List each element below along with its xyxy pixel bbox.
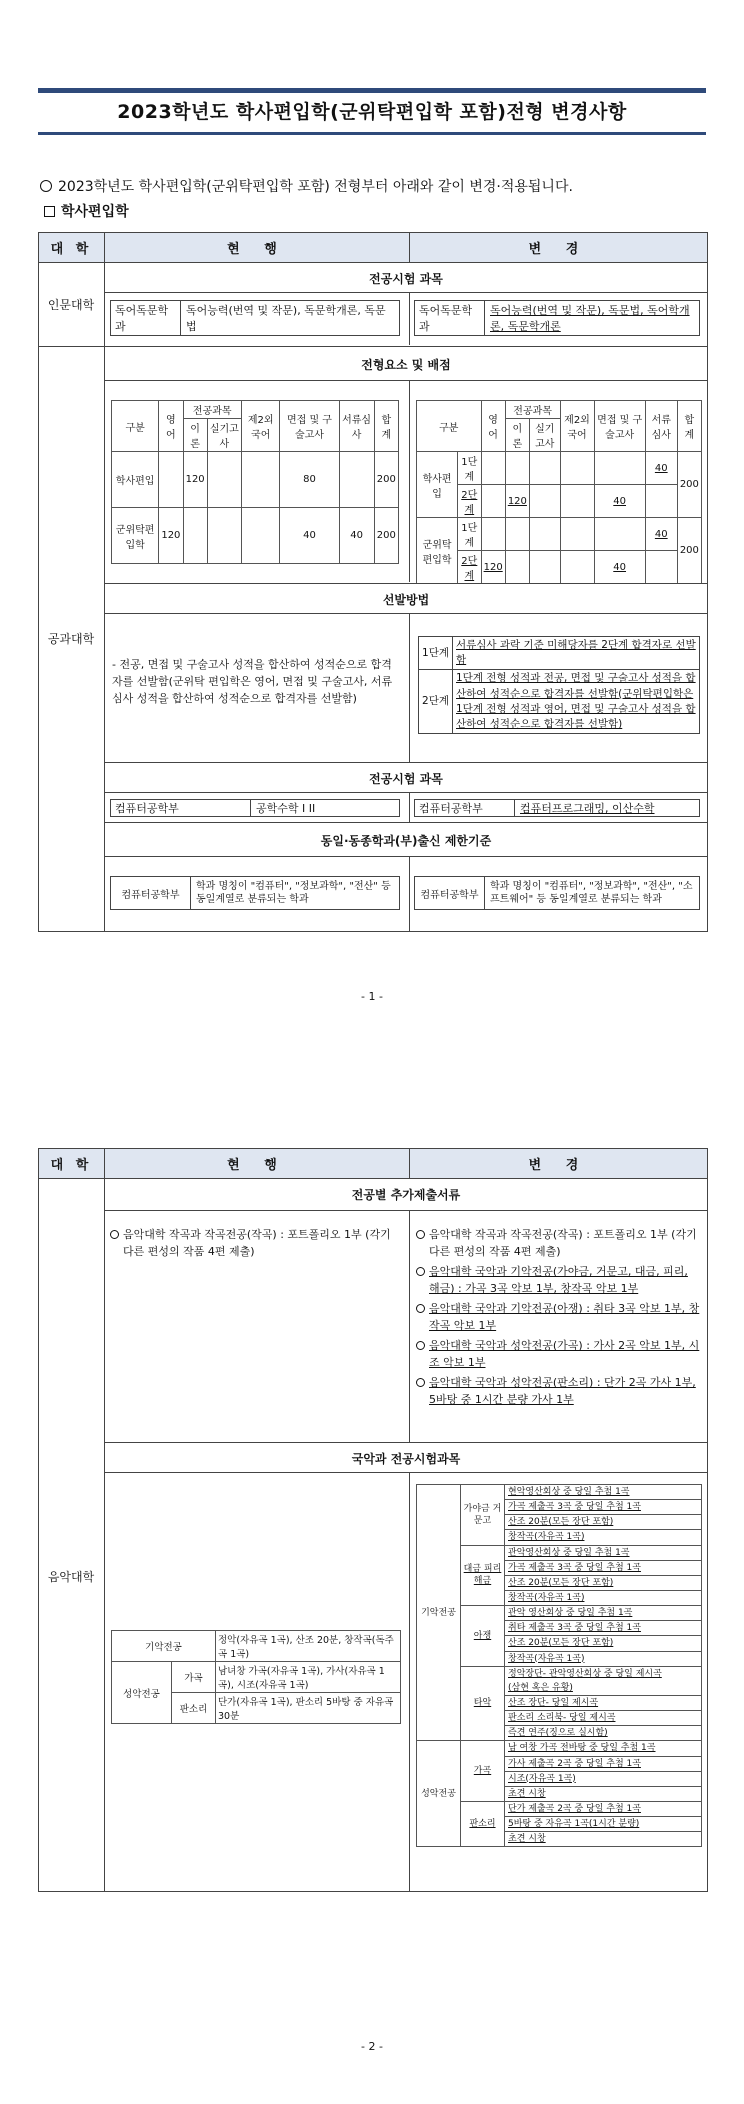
cell xyxy=(159,452,183,508)
intro-line xyxy=(40,176,573,196)
current-music-exam-table xyxy=(111,1630,401,1724)
col-english: 영어 xyxy=(159,401,183,452)
current-exam-box xyxy=(110,799,400,817)
circle-bullet-icon xyxy=(416,1230,425,1239)
row-divider xyxy=(104,762,708,763)
line: 가곡 제출곡 3곡 중 당일 추첨 1곡 xyxy=(505,1500,701,1515)
row-lines xyxy=(505,1666,702,1741)
line: 초견 시창 xyxy=(508,1834,546,1845)
row-divider xyxy=(104,1472,708,1473)
page-number: - 2 - xyxy=(361,2040,383,2053)
circle-bullet-icon xyxy=(416,1378,425,1387)
stage-label: 2단계 xyxy=(458,551,481,584)
row-label: 가곡 xyxy=(461,1741,505,1802)
row-divider xyxy=(104,613,708,614)
row-divider xyxy=(104,380,708,381)
col-docs: 서류심사 xyxy=(339,401,374,452)
college-humanities: 인문대학 xyxy=(47,298,95,312)
dept-label: 컴퓨터공학부 xyxy=(415,800,515,816)
table-header xyxy=(39,1149,707,1179)
row-lines xyxy=(505,1741,702,1802)
cell: 200 xyxy=(677,452,701,518)
subject-text: 공학수학 I II xyxy=(256,802,316,815)
column-divider xyxy=(409,293,410,345)
dept-label: 컴퓨터공학부 xyxy=(111,800,251,816)
change-restrict-box xyxy=(414,876,700,910)
column-divider xyxy=(409,792,410,822)
list-item-text: 음악대학 국악과 기악전공(가야금, 거문고, 대금, 피리, 해금) : 가곡 3곡 악보 1부, 창작곡 악보 1부 xyxy=(429,1265,688,1296)
row-lines xyxy=(505,1801,702,1846)
title-rule-bottom xyxy=(38,132,706,135)
change-ratio-table xyxy=(416,400,702,584)
subject-text: 컴퓨터프로그래밍, 이산수학 xyxy=(520,802,655,815)
title-rule-top xyxy=(38,88,706,93)
header-change: 변 경 xyxy=(528,242,589,257)
change-exam-box xyxy=(414,799,700,817)
line: 산조 20분(모든 장단 포함) xyxy=(505,1576,701,1591)
cell: 40 xyxy=(339,508,374,564)
cell xyxy=(241,452,280,508)
line: 관악 영산회상 중 당일 추첨 1곡 xyxy=(505,1606,701,1621)
row-label: 아쟁 xyxy=(461,1606,505,1667)
table-header xyxy=(39,233,707,263)
list-item-text: 음악대학 국악과 성악전공(판소리) : 단가 2곡 가사 1부, 5바탕 중 1시간 분량 가사 1부 xyxy=(429,1376,696,1407)
stage2-label: 2단계 xyxy=(419,670,453,733)
page-number: - 1 - xyxy=(361,990,383,1003)
intro-text: 2023학년도 학사편입학(군위탁편입학 포함) 전형부터 아래와 같이 변경·적용됩니다. xyxy=(58,179,573,195)
cell xyxy=(207,508,241,564)
cell: 40 xyxy=(594,551,645,584)
line: 단가 제출곡 2곡 중 당일 추첨 1곡 xyxy=(505,1802,701,1817)
row-label: 판소리 xyxy=(461,1801,505,1846)
cell: 200 xyxy=(677,518,701,584)
stage-label: 1단계 xyxy=(458,452,481,485)
header-college: 대 학 xyxy=(39,1149,105,1178)
humanities-section-title: 전공시험 과목 xyxy=(369,272,443,286)
col-docs: 서류심사 xyxy=(645,401,677,452)
humanities-current-box xyxy=(110,300,400,336)
line: 관악영산회상 중 당일 추첨 1곡 xyxy=(505,1546,701,1561)
subjects-text: 독어능력(번역 및 작문), 독문학개론, 독문법 xyxy=(186,304,386,333)
current-restrict-box xyxy=(110,876,400,910)
square-bullet-icon xyxy=(44,206,55,217)
dept-label: 독어독문학과 xyxy=(415,301,485,335)
pansori-text: 단가(자유곡 1곡), 판소리 5바탕 중 자유곡 30분 xyxy=(216,1693,401,1724)
stage1-label: 1단계 xyxy=(419,637,453,669)
college-column-divider xyxy=(104,1178,105,1892)
group-label: 학사편입 xyxy=(417,452,458,518)
current-selection-text: - 전공, 면접 및 구술고사 성적을 합산하여 성적순으로 합격자를 선발함(군위탁 편입학은 영어, 면접 및 구술고사, 서류심사 성적을 합산하여 성적순으로 합격자를 선발함) xyxy=(112,658,393,706)
dept-label: 독어독문학과 xyxy=(111,301,181,335)
inst-text: 정악(자유곡 1곡), 산조 20분, 창작곡(독주곡 1곡) xyxy=(216,1631,401,1662)
row-label: 가야금 거문고 xyxy=(461,1485,505,1546)
stage2-text: 1단계 전형 성적과 전공, 면접 및 구술고사 성적을 합산하여 성적순으로 합격자를 선발함(군위탁편입학은 1단계 전형 성적과 영어, 면접 및 구술고사 성적을 합산하여 성적순으로 합격자를 선발함) xyxy=(456,672,696,731)
change-music-exam-table xyxy=(416,1484,702,1847)
col-lang2: 제2외국어 xyxy=(241,401,280,452)
cell: 40 xyxy=(645,452,677,485)
col-lang2: 제2외국어 xyxy=(560,401,594,452)
gagok-text: 남녀창 가곡(자유곡 1곡), 가사(자유곡 1곡), 시조(자유곡 1곡) xyxy=(216,1662,401,1693)
line: 5바탕 중 자유곡 1곡(1시간 분량) xyxy=(505,1817,701,1832)
header-current: 현 행 xyxy=(105,233,410,262)
stage2-row xyxy=(419,670,699,733)
change-selection-box xyxy=(418,636,700,734)
section-subhead xyxy=(44,201,129,221)
college-engineering: 공과대학 xyxy=(47,632,95,646)
header-current: 현 행 xyxy=(105,1149,410,1178)
vocal-label: 성악전공 xyxy=(112,1662,172,1724)
row-divider xyxy=(104,583,708,584)
change-docs-list xyxy=(416,1226,702,1408)
row-lines xyxy=(505,1606,702,1667)
col-interview: 면접 및 구술고사 xyxy=(280,401,339,452)
cell xyxy=(339,452,374,508)
col-major: 전공과목 xyxy=(183,401,241,419)
col-major: 전공과목 xyxy=(505,401,560,419)
line: (삼현 혹은 유황) xyxy=(505,1681,701,1696)
line: 즉견 연주(징으로 실시함) xyxy=(508,1728,608,1739)
line: 산조 20분(모든 장단 포함) xyxy=(505,1636,701,1651)
cell xyxy=(207,452,241,508)
gagok-label: 가곡 xyxy=(172,1662,216,1693)
ratio-section-title: 전형요소 및 배점 xyxy=(361,358,451,372)
column-divider xyxy=(409,1210,410,1442)
list-item-text: 음악대학 국악과 기악전공(아쟁) : 취타 3곡 악보 1부, 창작곡 악보 1부 xyxy=(429,1302,700,1333)
line: 산조 20분(모든 장단 포함) xyxy=(505,1515,701,1530)
line: 현악영산회상 중 당일 추첨 1곡 xyxy=(505,1485,701,1500)
circle-bullet-icon xyxy=(416,1304,425,1313)
cell: 40 xyxy=(280,508,339,564)
row-label: 군위탁편입학 xyxy=(112,508,159,564)
header-college: 대 학 xyxy=(39,233,105,262)
col-total: 합계 xyxy=(677,401,701,452)
cell: 120 xyxy=(481,551,505,584)
row-lines xyxy=(505,1545,702,1606)
subhead-text: 학사편입학 xyxy=(61,204,129,220)
col-practical: 실기고사 xyxy=(207,419,241,452)
cell: 120 xyxy=(505,485,529,518)
dept-label: 컴퓨터공학부 xyxy=(111,877,191,909)
circle-bullet-icon xyxy=(416,1341,425,1350)
row-label: 학사편입 xyxy=(112,452,159,508)
stage1-row xyxy=(419,637,699,670)
current-docs-text: 음악대학 작곡과 작곡전공(작곡) : 포트폴리오 1부 (각기 다른 편성의 작품 4편 제출) xyxy=(123,1228,391,1259)
row-label: 대금 피리 해금 xyxy=(461,1545,505,1606)
row-divider xyxy=(104,1442,708,1443)
circle-bullet-icon xyxy=(416,1267,425,1276)
inst-label: 기악전공 xyxy=(112,1631,216,1662)
column-divider xyxy=(409,381,410,582)
cell: 120 xyxy=(183,452,207,508)
line: 창작곡(자유곡 1곡) xyxy=(508,1532,585,1543)
col-interview: 면접 및 구술고사 xyxy=(594,401,645,452)
college-divider xyxy=(38,346,708,347)
selection-section-title: 선발방법 xyxy=(382,593,430,607)
cell xyxy=(241,508,280,564)
col-english: 영어 xyxy=(481,401,505,452)
cell: 40 xyxy=(645,518,677,551)
subjects-text: 독어능력(번역 및 작문), 독문법, 독어학개론, 독문학개론 xyxy=(490,304,690,333)
col-gubun: 구분 xyxy=(417,401,482,452)
restrict-text: 학과 명칭이 "컴퓨터", "정보과학", "전산" 등 동일계열로 분류되는 학과 xyxy=(196,881,391,905)
cell: 200 xyxy=(374,452,398,508)
row-divider xyxy=(104,292,708,293)
line: 판소리 소리북- 당일 제시곡 xyxy=(505,1711,701,1726)
list-item xyxy=(416,1263,702,1297)
cell: 40 xyxy=(594,485,645,518)
line: 산조 장단- 당일 제시곡 xyxy=(505,1696,701,1711)
header-change: 변 경 xyxy=(528,1158,589,1173)
row-divider xyxy=(104,822,708,823)
exam-section-title: 전공시험 과목 xyxy=(369,772,443,786)
col-gubun: 구분 xyxy=(112,401,159,452)
pansori-label: 판소리 xyxy=(172,1693,216,1724)
list-item xyxy=(416,1226,702,1260)
column-divider xyxy=(409,614,410,762)
cell: 200 xyxy=(374,508,398,564)
docs-section-title: 전공별 추가제출서류 xyxy=(351,1188,461,1202)
cell xyxy=(183,508,207,564)
col-total: 합계 xyxy=(374,401,398,452)
line: 초견 시창 xyxy=(508,1788,546,1799)
row-divider xyxy=(104,1210,708,1211)
line: 정악장단- 관악영산회상 중 당일 제시곡 xyxy=(508,1668,662,1679)
column-divider xyxy=(409,856,410,932)
circle-bullet-icon xyxy=(40,180,52,192)
list-item xyxy=(416,1300,702,1334)
row-divider xyxy=(104,856,708,857)
line: 취타 제출곡 3곡 중 당일 추첨 1곡 xyxy=(505,1621,701,1636)
col-theory: 이론 xyxy=(183,419,207,452)
exam-section-title: 국악과 전공시험과목 xyxy=(351,1452,461,1466)
row-label: 타악 xyxy=(461,1666,505,1741)
current-docs-item xyxy=(110,1226,402,1260)
col-practical: 실기고사 xyxy=(529,419,560,452)
column-divider xyxy=(409,1472,410,1892)
vocal-label: 성악전공 xyxy=(417,1741,461,1847)
college-music: 음악대학 xyxy=(47,1570,95,1584)
stage1-text: 서류심사 과락 기준 미해당자를 2단계 합격자로 선발함 xyxy=(456,639,696,667)
current-ratio-table xyxy=(111,400,399,564)
list-item-text: 음악대학 작곡과 작곡전공(작곡) : 포트폴리오 1부 (각기 다른 편성의 작품 4편 제출) xyxy=(429,1228,697,1259)
circle-bullet-icon xyxy=(110,1230,119,1239)
humanities-change-box xyxy=(414,300,700,336)
col-theory: 이론 xyxy=(505,419,529,452)
list-item xyxy=(416,1374,702,1408)
list-item-text: 음악대학 국악과 성악전공(가곡) : 가사 2곡 악보 1부, 시조 악보 1부 xyxy=(429,1339,700,1370)
row-divider xyxy=(104,792,708,793)
line: 창작곡(자유곡 1곡) xyxy=(508,1653,585,1664)
line: 가사 제출곡 2곡 중 당일 추첨 1곡 xyxy=(505,1757,701,1772)
cell: 120 xyxy=(159,508,183,564)
list-item xyxy=(416,1337,702,1371)
page-title: 2023학년도 학사편입학(군위탁편입학 포함)전형 변경사항 xyxy=(117,101,627,123)
group-label: 군위탁편입학 xyxy=(417,518,458,584)
row-lines xyxy=(505,1485,702,1546)
line: 시조(자유곡 1곡) xyxy=(505,1772,701,1787)
cell: 80 xyxy=(280,452,339,508)
inst-label: 기악전공 xyxy=(417,1485,461,1741)
line: 남 여창 가곡 전바탕 중 당일 추첨 1곡 xyxy=(505,1741,701,1756)
stage-label: 1단계 xyxy=(458,518,481,551)
restrict-text: 학과 명칭이 "컴퓨터", "정보과학", "전산", "소프트웨어" 등 동일계열로 분류되는 학과 xyxy=(490,881,693,905)
line: 가곡 제출곡 3곡 중 당일 추첨 1곡 xyxy=(505,1561,701,1576)
line: 창작곡(자유곡 1곡) xyxy=(508,1592,585,1603)
stage-label: 2단계 xyxy=(458,485,481,518)
dept-label: 컴퓨터공학부 xyxy=(415,877,485,909)
restrict-section-title: 동일·동종학과(부)출신 제한기준 xyxy=(320,834,492,848)
